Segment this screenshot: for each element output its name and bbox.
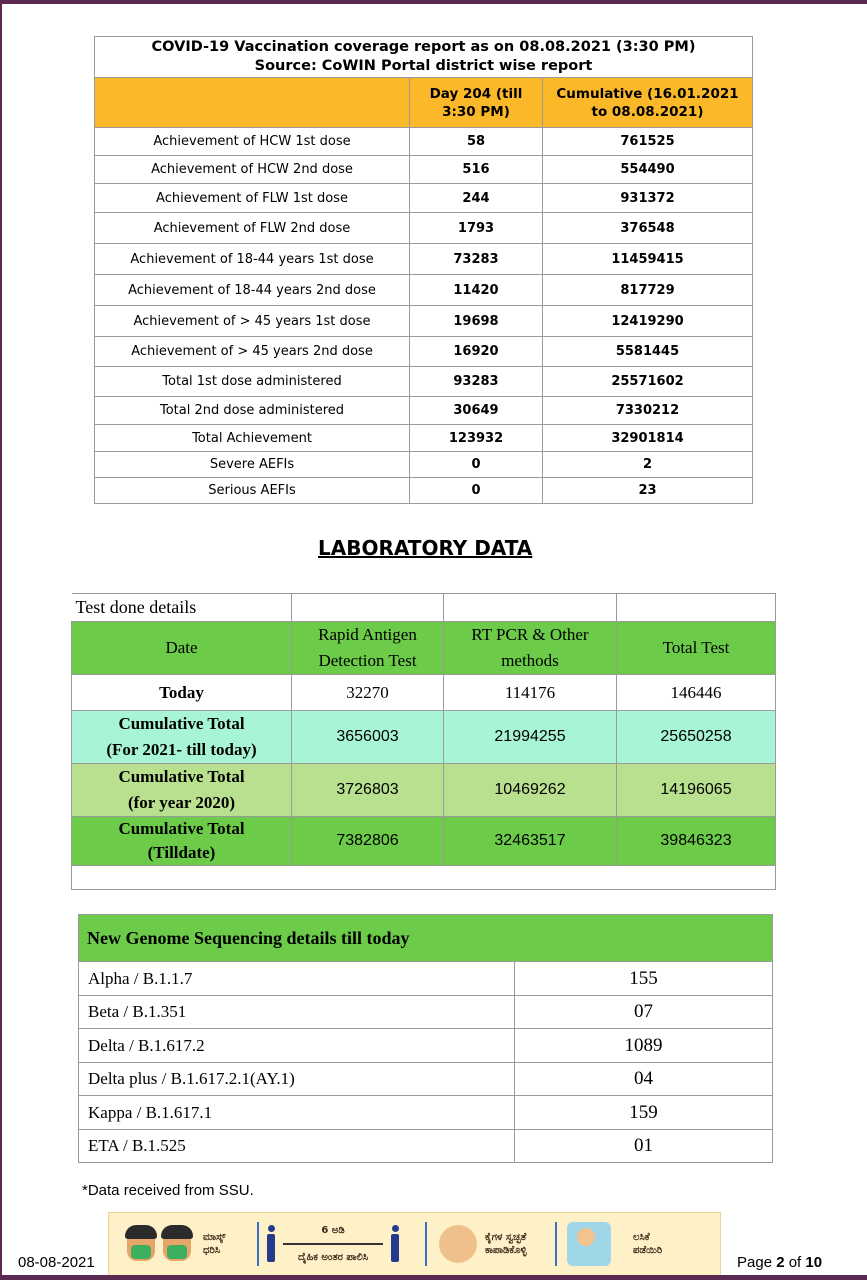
table-row [95, 156, 753, 184]
distance-bottom-text: ದೈಹಿಕ ಅಂತರ ಪಾಲಿಸಿ [297, 1252, 369, 1263]
header-rtpcr [444, 622, 617, 675]
header-cumulative-line1: Cumulative (16.01.2021 [556, 85, 739, 102]
masked-man-icon [127, 1227, 155, 1261]
header-cumulative [543, 78, 753, 128]
row-total-value: 14196065 [617, 764, 776, 817]
row-day-value: 73283 [410, 244, 543, 275]
caption-spacer [617, 594, 776, 622]
left-border [0, 0, 2, 1280]
row-label [72, 711, 292, 764]
table-row [95, 478, 753, 504]
vaccine-text-line1: ಲಸಿಕೆ [633, 1232, 650, 1243]
table-row [95, 337, 753, 367]
row-day-value: 1793 [410, 213, 543, 244]
separator [555, 1219, 557, 1269]
row-cumulative-value: 32901814 [543, 425, 753, 452]
header-day-line1: Day 204 (till [429, 85, 523, 102]
row-label: Achievement of > 45 years 2nd dose [95, 337, 410, 367]
distance-top-text: 6 ಅಡಿ [321, 1225, 345, 1236]
footer-date: 08-08-2021 [18, 1254, 95, 1271]
row-rapid-value: 32270 [292, 675, 444, 711]
row-rtpcr-value: 10469262 [444, 764, 617, 817]
row-label: Total Achievement [95, 425, 410, 452]
vaccination-title-line2: Source: CoWIN Portal district wise report [254, 58, 593, 74]
row-rtpcr-value: 32463517 [444, 817, 617, 866]
table-row [79, 962, 773, 996]
variant-count: 01 [515, 1130, 773, 1163]
person-icon [267, 1225, 275, 1263]
row-label: Achievement of HCW 2nd dose [95, 156, 410, 184]
row-cumulative-value: 11459415 [543, 244, 753, 275]
mask-text-line2: ಧರಿಸಿ [203, 1245, 221, 1256]
laboratory-caption: Test done details [72, 594, 292, 622]
row-day-value: 30649 [410, 397, 543, 425]
table-row [95, 425, 753, 452]
table-row [79, 1063, 773, 1096]
genome-header: New Genome Sequencing details till today [79, 915, 773, 962]
caption-spacer [444, 594, 617, 622]
row-label: Achievement of 18-44 years 2nd dose [95, 275, 410, 306]
row-cumulative-value: 817729 [543, 275, 753, 306]
vaccine-text-line2: ಪಡೆಯಿರಿ [633, 1245, 663, 1256]
header-rtpcr-line1: RT PCR & Other [471, 625, 589, 644]
header-rtpcr-line2: methods [501, 651, 559, 670]
row-day-value: 11420 [410, 275, 543, 306]
separator [425, 1219, 427, 1269]
page-total: 10 [805, 1254, 823, 1271]
row-day-value: 516 [410, 156, 543, 184]
handwash-text-line1: ಕೈಗಳ ಸ್ವಚ್ಛತೆ [485, 1232, 527, 1243]
laboratory-table [71, 593, 776, 890]
row-rtpcr-value: 21994255 [444, 711, 617, 764]
laboratory-empty-row [72, 866, 776, 890]
table-row [72, 675, 776, 711]
vaccine-section [567, 1219, 662, 1269]
row-cumulative-value: 12419290 [543, 306, 753, 337]
vaccination-title [95, 37, 753, 78]
variant-count: 1089 [515, 1029, 773, 1063]
separator [257, 1219, 259, 1269]
table-row [95, 244, 753, 275]
double-arrow-icon [283, 1243, 383, 1245]
header-cumulative-line2: to 08.08.2021) [591, 103, 704, 120]
row-rapid-value: 3656003 [292, 711, 444, 764]
row-label: Achievement of FLW 1st dose [95, 184, 410, 213]
handwash-text-line2: ಕಾಪಾಡಿಕೊಳ್ಳಿ [485, 1245, 527, 1256]
row-label-line1: Cumulative Total [118, 714, 245, 733]
variant-name: Beta / B.1.351 [79, 996, 515, 1029]
row-day-value: 244 [410, 184, 543, 213]
row-rapid-value: 7382806 [292, 817, 444, 866]
row-day-value: 19698 [410, 306, 543, 337]
table-row [95, 128, 753, 156]
row-rtpcr-value: 114176 [444, 675, 617, 711]
row-label-line2: (for year 2020) [127, 793, 235, 812]
table-row [95, 397, 753, 425]
vaccination-title-line1: COVID-19 Vaccination coverage report as on 08.08.2021 (3:30 PM) [151, 39, 696, 55]
table-row [79, 996, 773, 1029]
table-row [79, 1096, 773, 1130]
bottom-border [0, 1275, 867, 1280]
table-row [95, 213, 753, 244]
row-label: Achievement of 18-44 years 1st dose [95, 244, 410, 275]
row-cumulative-value: 7330212 [543, 397, 753, 425]
row-day-value: 0 [410, 478, 543, 504]
row-day-value: 16920 [410, 337, 543, 367]
row-label: Total 2nd dose administered [95, 397, 410, 425]
row-cumulative-value: 2 [543, 452, 753, 478]
table-row [79, 1029, 773, 1063]
laboratory-heading: LABORATORY DATA [318, 536, 533, 560]
row-label-line1: Cumulative Total [118, 819, 245, 838]
row-label: Achievement of HCW 1st dose [95, 128, 410, 156]
row-rapid-value: 3726803 [292, 764, 444, 817]
row-cumulative-value: 25571602 [543, 367, 753, 397]
row-day-value: 93283 [410, 367, 543, 397]
row-cumulative-value: 376548 [543, 213, 753, 244]
row-label-line2: (Tilldate) [147, 843, 216, 862]
row-label-line2: (For 2021- till today) [106, 740, 257, 759]
page-number [737, 1254, 822, 1271]
table-row [95, 306, 753, 337]
header-day-line2: 3:30 PM) [442, 103, 510, 120]
table-row [72, 764, 776, 817]
header-total: Total Test [617, 622, 776, 675]
row-label: Achievement of FLW 2nd dose [95, 213, 410, 244]
row-cumulative-value: 5581445 [543, 337, 753, 367]
table-row [79, 1130, 773, 1163]
row-cumulative-value: 931372 [543, 184, 753, 213]
table-row [95, 184, 753, 213]
page-current: 2 [776, 1254, 785, 1271]
header-rapid-line2: Detection Test [318, 651, 417, 670]
page-of: of [784, 1254, 806, 1271]
row-label: Achievement of > 45 years 1st dose [95, 306, 410, 337]
mask-text-line1: ಮಾಸ್ಕ್ [203, 1232, 226, 1243]
handwash-icon [439, 1225, 477, 1263]
genome-table [78, 914, 773, 1163]
table-row [95, 275, 753, 306]
variant-name: Delta / B.1.617.2 [79, 1029, 515, 1063]
row-label: Severe AEFIs [95, 452, 410, 478]
masked-woman-icon [163, 1227, 191, 1261]
variant-name: ETA / B.1.525 [79, 1130, 515, 1163]
row-label [72, 817, 292, 866]
row-label: Today [72, 675, 292, 711]
header-date: Date [72, 622, 292, 675]
header-day [410, 78, 543, 128]
row-cumulative-value: 23 [543, 478, 753, 504]
variant-name: Kappa / B.1.617.1 [79, 1096, 515, 1130]
mask-section [127, 1219, 226, 1269]
row-cumulative-value: 554490 [543, 156, 753, 184]
row-day-value: 123932 [410, 425, 543, 452]
row-label [72, 764, 292, 817]
row-label: Total 1st dose administered [95, 367, 410, 397]
row-total-value: 39846323 [617, 817, 776, 866]
vaccination-table [94, 36, 753, 504]
header-blank-cell [95, 78, 410, 128]
table-row [72, 817, 776, 866]
variant-name: Alpha / B.1.1.7 [79, 962, 515, 996]
caption-spacer [292, 594, 444, 622]
header-rapid [292, 622, 444, 675]
row-day-value: 0 [410, 452, 543, 478]
table-row [72, 711, 776, 764]
row-label: Serious AEFIs [95, 478, 410, 504]
row-total-value: 25650258 [617, 711, 776, 764]
table-row [95, 452, 753, 478]
variant-count: 159 [515, 1096, 773, 1130]
variant-count: 04 [515, 1063, 773, 1096]
vaccination-icon [567, 1222, 611, 1266]
top-border [0, 0, 867, 4]
row-total-value: 146446 [617, 675, 776, 711]
variant-count: 07 [515, 996, 773, 1029]
person-icon [391, 1225, 399, 1263]
page-prefix: Page [737, 1254, 777, 1271]
header-rapid-line1: Rapid Antigen [318, 625, 417, 644]
variant-count: 155 [515, 962, 773, 996]
table-row [95, 367, 753, 397]
distance-section [267, 1219, 399, 1269]
row-day-value: 58 [410, 128, 543, 156]
covid-appropriate-behaviour-banner [108, 1212, 721, 1276]
data-source-note: *Data received from SSU. [82, 1182, 254, 1199]
row-cumulative-value: 761525 [543, 128, 753, 156]
row-label-line1: Cumulative Total [118, 767, 245, 786]
variant-name: Delta plus / B.1.617.2.1(AY.1) [79, 1063, 515, 1096]
handwash-section [439, 1219, 527, 1269]
